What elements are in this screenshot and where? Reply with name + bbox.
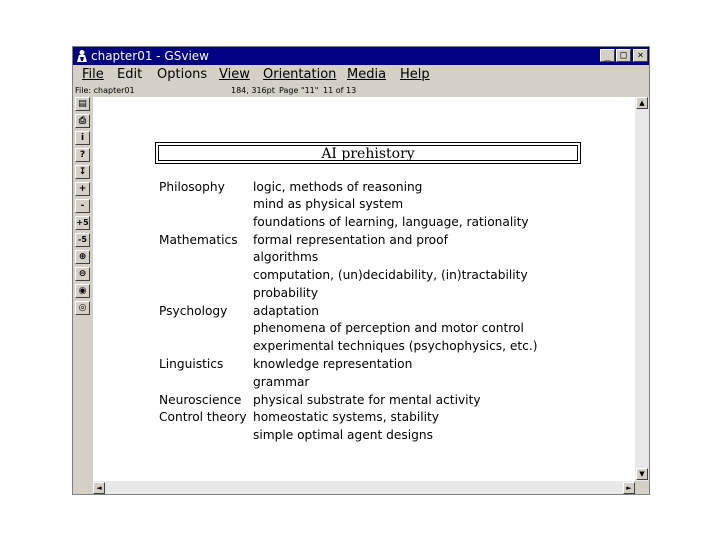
menu-orientation-label: Orientation bbox=[263, 67, 337, 82]
menu-options-label: Options bbox=[157, 67, 208, 82]
status-coords: 184, 316pt bbox=[231, 86, 275, 95]
item-text: logic, methods of reasoning bbox=[253, 180, 423, 194]
size-grip[interactable] bbox=[635, 481, 649, 494]
menu-media[interactable] bbox=[347, 67, 386, 82]
field-mathematics: Mathematics bbox=[159, 233, 238, 247]
menu-help[interactable] bbox=[400, 67, 430, 82]
document-view[interactable] bbox=[93, 97, 635, 481]
print-icon[interactable]: ⎙ bbox=[75, 114, 90, 128]
slide-title-frame bbox=[155, 142, 581, 164]
field-philosophy: Philosophy bbox=[159, 180, 225, 194]
item-text: formal representation and proof bbox=[253, 233, 448, 247]
status-file: File: chapter01 bbox=[75, 86, 135, 95]
menu-edit-label: Edit bbox=[117, 67, 143, 82]
menu-help-label: Help bbox=[400, 67, 430, 82]
item-text: phenomena of perception and motor control bbox=[253, 321, 524, 335]
menu-options[interactable] bbox=[157, 67, 207, 82]
goto-page-icon[interactable]: ↧ bbox=[75, 165, 90, 179]
item-text: adaptation bbox=[253, 304, 320, 318]
menu-orientation[interactable] bbox=[263, 67, 336, 82]
menu-file[interactable] bbox=[82, 67, 104, 82]
menu-view-label: View bbox=[219, 67, 250, 82]
field-neuroscience: Neuroscience bbox=[159, 393, 242, 407]
slide-title: AI prehistory bbox=[321, 146, 415, 162]
item-text: mind as physical system bbox=[253, 197, 404, 211]
maximize-button[interactable]: □ bbox=[616, 49, 631, 62]
help-icon[interactable]: ? bbox=[75, 148, 90, 162]
close-button[interactable]: × bbox=[633, 49, 648, 62]
zoom-in-icon[interactable]: ⊕ bbox=[75, 250, 90, 264]
item-text: homeostatic systems, stability bbox=[253, 410, 439, 424]
item-text: algorithms bbox=[253, 250, 319, 264]
menu-media-label: Media bbox=[347, 67, 387, 82]
forward-5-icon[interactable]: +5 bbox=[75, 216, 90, 230]
find-next-icon[interactable]: ◎ bbox=[75, 301, 90, 315]
field-control-theory: Control theory bbox=[159, 410, 247, 424]
menu-edit[interactable] bbox=[117, 67, 142, 82]
menu-view[interactable] bbox=[219, 67, 250, 82]
next-page-icon[interactable]: + bbox=[75, 182, 90, 196]
menu-file-label: File bbox=[82, 67, 104, 82]
field-linguistics: Linguistics bbox=[159, 357, 224, 371]
open-icon[interactable]: ▤ bbox=[75, 97, 90, 111]
title-bar[interactable] bbox=[73, 47, 649, 65]
item-text: computation, (un)decidability, (in)tractability bbox=[253, 268, 528, 282]
horizontal-scrollbar[interactable] bbox=[93, 481, 635, 494]
zoom-out-icon[interactable]: ⊖ bbox=[75, 267, 90, 281]
scroll-down-arrow-icon[interactable]: ▼ bbox=[636, 468, 648, 480]
scroll-up-arrow-icon[interactable]: ▲ bbox=[636, 97, 648, 109]
status-page-count: 11 of 13 bbox=[323, 86, 357, 95]
scroll-right-arrow-icon[interactable]: ► bbox=[623, 482, 635, 494]
field-psychology: Psychology bbox=[159, 304, 228, 318]
gsview-window bbox=[72, 46, 650, 495]
prev-page-icon[interactable]: - bbox=[75, 199, 90, 213]
item-text: grammar bbox=[253, 375, 310, 389]
status-line bbox=[73, 85, 649, 96]
status-page: Page "11" bbox=[279, 86, 319, 95]
gsview-app-icon bbox=[76, 49, 88, 62]
item-text: foundations of learning, language, rationality bbox=[253, 215, 529, 229]
menu-bar bbox=[73, 65, 649, 85]
item-text: simple optimal agent designs bbox=[253, 428, 433, 442]
find-icon[interactable]: ◉ bbox=[75, 284, 90, 298]
info-icon[interactable]: i bbox=[75, 131, 90, 145]
slide-title-inner-frame bbox=[158, 145, 578, 161]
back-5-icon[interactable]: -5 bbox=[75, 233, 90, 247]
minimize-button[interactable]: _ bbox=[600, 49, 615, 62]
item-text: knowledge representation bbox=[253, 357, 413, 371]
item-text: probability bbox=[253, 286, 319, 300]
vertical-scrollbar[interactable] bbox=[635, 97, 649, 481]
item-text: experimental techniques (psychophysics, etc.) bbox=[253, 339, 538, 353]
scroll-left-arrow-icon[interactable]: ◄ bbox=[93, 482, 105, 494]
item-text: physical substrate for mental activity bbox=[253, 393, 481, 407]
window-title: chapter01 - GSview bbox=[91, 49, 209, 63]
